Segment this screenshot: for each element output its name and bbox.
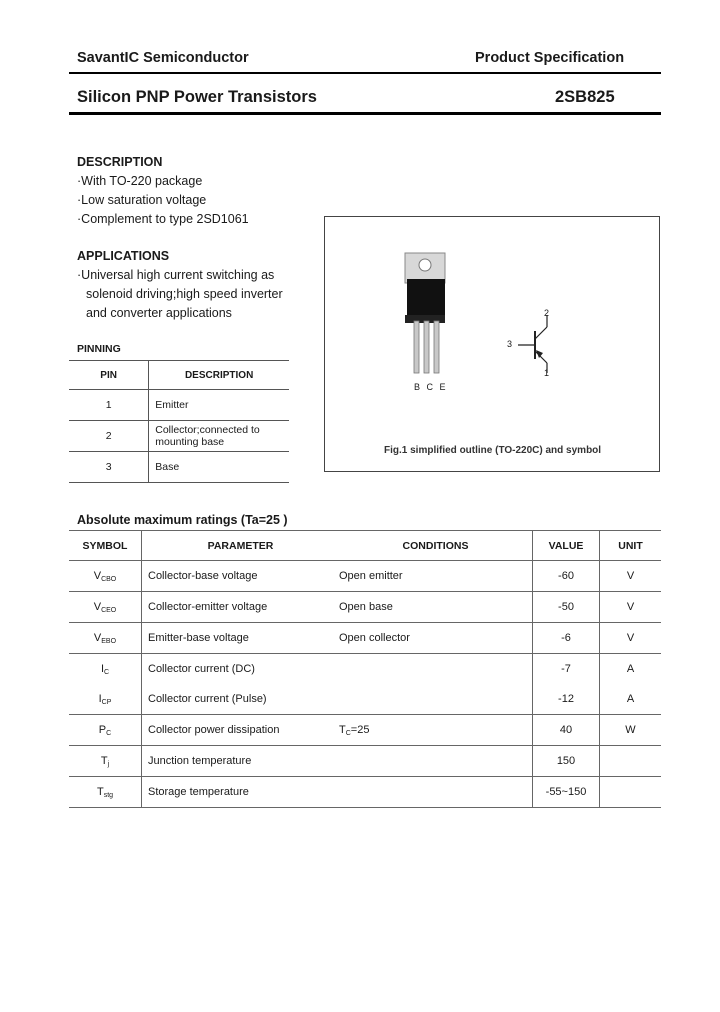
lead-labels: B C E	[414, 382, 448, 392]
pin-description: Collector;connected to mounting base	[155, 424, 260, 448]
applications-line: and converter applications	[86, 306, 232, 320]
ratings-table	[69, 530, 661, 808]
symbol-cell: $P_C$	[69, 715, 142, 746]
company-name: SavantIC Semiconductor	[77, 50, 249, 66]
value-cell: -60	[533, 561, 600, 592]
conditions-cell	[339, 654, 533, 685]
description-title: DESCRIPTION	[77, 155, 163, 169]
unit-cell: V	[626, 601, 635, 613]
table-row	[69, 654, 661, 685]
unit-cell: W	[625, 724, 636, 736]
pinning-table	[69, 360, 289, 483]
unit-cell: A	[626, 693, 635, 705]
value-cell: -7	[533, 654, 600, 685]
pin-number: 2	[69, 421, 149, 452]
to220-package-illustration	[325, 217, 659, 471]
conditions-cell: $T_C=25$	[339, 723, 370, 737]
pin-description-header: DESCRIPTION	[184, 369, 254, 381]
conditions-cell: Open collector	[339, 632, 410, 644]
conditions-cell	[339, 746, 533, 777]
parameter-header: PARAMETER	[207, 539, 274, 552]
parameter-cell: Collector-base voltage	[148, 570, 258, 582]
header-rule-bottom	[69, 112, 661, 115]
value-cell: -50	[533, 592, 600, 623]
ratings-title: Absolute maximum ratings (Ta=25 )	[77, 513, 288, 527]
unit-header: UNIT	[618, 539, 643, 552]
table-row	[69, 623, 661, 654]
table-row	[69, 452, 289, 483]
conditions-cell: Open emitter	[339, 570, 403, 582]
symbol-cell: $T_j$	[69, 746, 142, 777]
parameter-cell: Junction temperature	[148, 755, 252, 767]
unit-cell: V	[626, 632, 635, 644]
parameter-cell: Collector-emitter voltage	[148, 601, 268, 613]
doc-type: Product Specification	[475, 50, 625, 66]
conditions-cell	[339, 777, 533, 808]
parameter-cell: Emitter-base voltage	[148, 632, 249, 644]
value-cell: -12	[533, 684, 600, 715]
header-rule-top	[69, 72, 661, 74]
table-row	[69, 561, 661, 592]
table-row	[69, 715, 661, 746]
symbol-cell: $I_{CP}$	[69, 684, 142, 715]
unit-cell	[600, 746, 662, 777]
description-item: ·With TO-220 package	[77, 174, 203, 188]
symbol-cell: $V_{CEO}$	[69, 592, 142, 623]
symbol-pin-base: 3	[507, 339, 513, 349]
pin-header: PIN	[69, 361, 149, 390]
applications-line: ·Universal high current switching as	[77, 268, 275, 282]
figure-box	[324, 216, 660, 472]
symbol-pin-collector: 2	[544, 308, 550, 318]
parameter-cell: Collector current (DC)	[148, 663, 255, 675]
unit-cell	[600, 777, 662, 808]
parameter-cell: Storage temperature	[148, 786, 249, 798]
applications-title: APPLICATIONS	[77, 249, 170, 263]
unit-cell: A	[626, 663, 635, 675]
table-row	[69, 777, 661, 808]
conditions-header: CONDITIONS	[402, 539, 469, 552]
table-row	[69, 746, 661, 777]
symbol-cell: $I_C$	[69, 654, 142, 685]
symbol-header: SYMBOL	[69, 531, 142, 561]
pin-description: Emitter	[155, 399, 189, 411]
description-item: ·Complement to type 2SD1061	[77, 212, 249, 226]
unit-cell: V	[626, 570, 635, 582]
symbol-cell: $T_{stg}$	[69, 777, 142, 808]
table-row	[69, 684, 661, 715]
table-row	[69, 592, 661, 623]
symbol-cell: $V_{CBO}$	[69, 561, 142, 592]
applications-line: solenoid driving;high speed inverter	[86, 287, 283, 301]
parameter-cell: Collector current (Pulse)	[148, 693, 267, 705]
symbol-pin-emitter: 1	[544, 368, 550, 378]
pin-number: 3	[69, 452, 149, 483]
pin-number: 1	[69, 390, 149, 421]
symbol-cell: $V_{EBO}$	[69, 623, 142, 654]
value-cell: -55~150	[533, 777, 600, 808]
pinning-title: PINNING	[77, 343, 121, 355]
conditions-cell: Open base	[339, 601, 393, 613]
description-item: ·Low saturation voltage	[77, 193, 207, 207]
value-cell: 40	[533, 715, 600, 746]
table-row	[69, 390, 289, 421]
value-header: VALUE	[533, 531, 600, 561]
figure-caption: Fig.1 simplified outline (TO-220C) and symbol	[384, 445, 602, 456]
part-number: 2SB825	[555, 88, 615, 106]
parameter-cell: Collector power dissipation	[148, 724, 280, 736]
value-cell: -6	[533, 623, 600, 654]
pin-description: Base	[155, 461, 180, 473]
conditions-cell	[339, 684, 533, 715]
value-cell: 150	[533, 746, 600, 777]
pinning-header-row	[69, 361, 289, 390]
product-line: Silicon PNP Power Transistors	[77, 88, 317, 106]
ratings-header-row	[69, 531, 661, 561]
table-row	[69, 421, 289, 452]
